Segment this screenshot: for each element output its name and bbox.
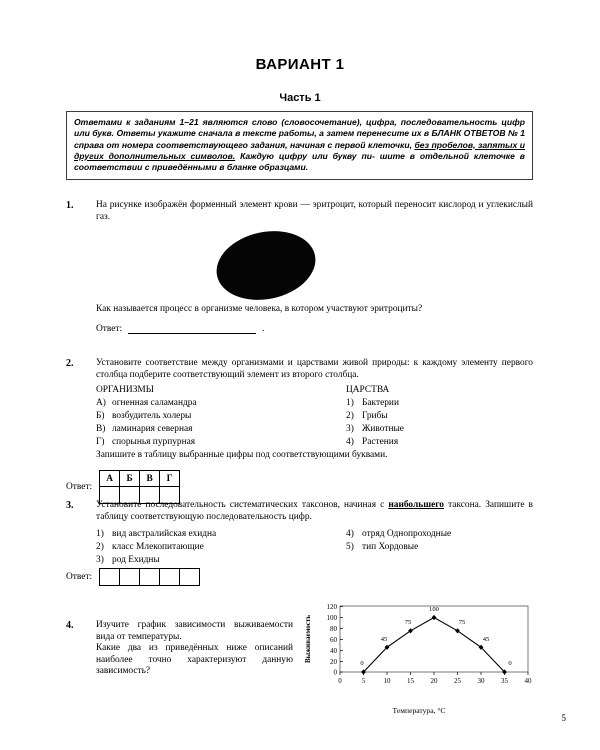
- erythrocyte-illustration: [210, 222, 322, 308]
- data-label: 100: [429, 606, 439, 613]
- question-4-prompt: [96, 620, 293, 678]
- question-2-instruction: Запишите в таблицу выбранные цифры под соответствующими буквами.: [96, 450, 388, 460]
- y-tick-label: 20: [330, 658, 337, 667]
- page-number: 5: [561, 713, 566, 723]
- data-label: 45: [380, 636, 388, 643]
- question-1-sub-prompt: Как называется процесс в организме человека, в котором участвуют эритроциты?: [96, 304, 423, 314]
- y-axis-title: Выживаемость: [304, 614, 312, 664]
- x-tick-label: 5: [361, 677, 366, 685]
- answer-cell[interactable]: [140, 569, 160, 586]
- question-2-prompt: Установите соответствие между организмами и царствами живой природы: к каждому элементу первого столбца подберите соответствующий элемент из второго столбца.: [96, 358, 533, 380]
- list-item: 3) род Ехидны: [96, 555, 160, 565]
- question-3-right-column: [346, 528, 533, 554]
- list-item: 4) отряд Однопроходные: [346, 529, 452, 539]
- y-tick-label: 40: [330, 647, 337, 656]
- question-2-right-header: ЦАРСТВА: [346, 385, 390, 395]
- instruction-line-5: шите в отдельной клеточке в соответствии с приведёнными в бланке образцами.: [74, 150, 525, 173]
- list-item: 1) вид австралийская ехидна: [96, 529, 217, 539]
- question-3-answer-label: Ответ:: [66, 572, 93, 582]
- list-item: 2) Грибы: [346, 411, 388, 421]
- table-header-cell: Г: [160, 471, 180, 487]
- y-tick-label: 100: [326, 614, 337, 623]
- instruction-line-4-underlined: без пробелов, запятых и других дополнительных символов.: [74, 139, 525, 161]
- question-2-answer-label: Ответ:: [66, 482, 93, 492]
- list-item: Г) спорынья пурпурная: [96, 437, 196, 447]
- question-4-number: 4.: [66, 620, 74, 631]
- question-4-prompt-line2: Какие два из приведённых ниже описаний наиболее точно характеризуют данную зависимость?: [96, 643, 293, 677]
- question-3-prompt-part1: Установите последовательность систематических таксонов, начиная с: [96, 500, 389, 510]
- question-2: [0, 358, 600, 493]
- answer-cell[interactable]: [120, 569, 140, 586]
- list-item: А) огненная саламандра: [96, 398, 197, 408]
- list-item: В) ламинария северная: [96, 424, 193, 434]
- list-item: 2) класс Млекопитающие: [96, 542, 204, 552]
- table-row: [100, 569, 200, 586]
- x-tick-label: 15: [407, 677, 414, 685]
- y-tick-label: 80: [330, 625, 337, 634]
- question-2-number: 2.: [66, 358, 74, 369]
- part-title: Часть 1: [279, 92, 321, 104]
- data-label: 75: [458, 619, 466, 626]
- table-header-cell: Б: [120, 471, 140, 487]
- x-tick-label: 0: [338, 677, 342, 685]
- list-item: 5) тип Хордовые: [346, 542, 419, 552]
- erythrocyte-figure: [96, 230, 533, 302]
- question-2-left-header: ОРГАНИЗМЫ: [96, 385, 154, 395]
- question-3-number: 3.: [66, 500, 74, 511]
- question-3-left-column: [96, 528, 306, 567]
- table-header-cell: А: [100, 471, 120, 487]
- question-1-answer-label: Ответ:: [96, 324, 123, 334]
- question-1-prompt: На рисунке изображён форменный элемент крови — эритроцит, который переносит кислород и углекислый газ.: [96, 200, 533, 222]
- question-1-number: 1.: [66, 200, 74, 211]
- instruction-line-3: ОТВЕТОВ № 1 справа от номера соответствующего задания, начиная с первой клеточки,: [74, 128, 525, 150]
- question-2-answer-table[interactable]: [99, 470, 180, 504]
- list-item: 1) Бактерии: [346, 398, 399, 408]
- question-3-answer-table[interactable]: [99, 568, 200, 586]
- y-tick-label: 60: [330, 636, 337, 645]
- x-tick-label: 30: [477, 677, 485, 685]
- x-tick-label: 40: [524, 677, 532, 685]
- question-2-left-column: [96, 384, 306, 449]
- question-3-prompt-emphasis: наибольшего: [388, 500, 444, 510]
- list-item: 4) Растения: [346, 437, 399, 447]
- data-label: 45: [482, 636, 490, 643]
- question-2-right-column: [346, 384, 533, 449]
- answer-cell[interactable]: [100, 569, 120, 586]
- answer-cell[interactable]: [180, 569, 200, 586]
- x-tick-label: 10: [383, 677, 391, 685]
- question-3-prompt-part2: таксона. Запишите в таблицу соответствующую последовательность цифр.: [96, 500, 533, 522]
- instruction-box: [66, 111, 533, 180]
- x-tick-label: 35: [501, 677, 508, 685]
- x-tick-label: 20: [430, 677, 438, 685]
- page-title: ВАРИАНТ 1: [255, 56, 345, 73]
- data-label: 0: [508, 660, 512, 667]
- question-3: [0, 500, 600, 605]
- survival-temperature-chart: [300, 602, 538, 702]
- question-1: [0, 200, 600, 350]
- data-label: 75: [404, 619, 412, 626]
- list-item: Б) возбудитель холеры: [96, 411, 192, 421]
- instruction-line-1: Ответами к заданиям 1–21 являются слово (словосочетание), цифра, последовательность: [74, 117, 498, 127]
- question-4: [0, 603, 600, 730]
- question-1-answer-terminator: .: [262, 324, 265, 334]
- table-header-cell: В: [140, 471, 160, 487]
- x-tick-label: 25: [454, 677, 461, 685]
- question-3-prompt: [96, 500, 533, 523]
- question-4-prompt-line1: Изучите график зависимости выживаемости вида от температуры.: [96, 620, 293, 642]
- y-tick-label: 0: [333, 668, 337, 677]
- table-row: [100, 471, 180, 487]
- list-item: 3) Животные: [346, 424, 404, 434]
- data-label: 0: [360, 660, 364, 667]
- y-tick-label: 120: [326, 603, 337, 612]
- instruction-line-2: цифр или букв. Ответы укажите сначала в тексте работы, а затем перенесите их в БЛАНК: [74, 117, 526, 139]
- answer-cell[interactable]: [160, 569, 180, 586]
- x-axis-title: Температура, °С: [392, 706, 446, 715]
- instruction-line-4-rest: Каждую цифру или букву пи-: [235, 150, 375, 161]
- question-1-answer-input[interactable]: [128, 324, 256, 334]
